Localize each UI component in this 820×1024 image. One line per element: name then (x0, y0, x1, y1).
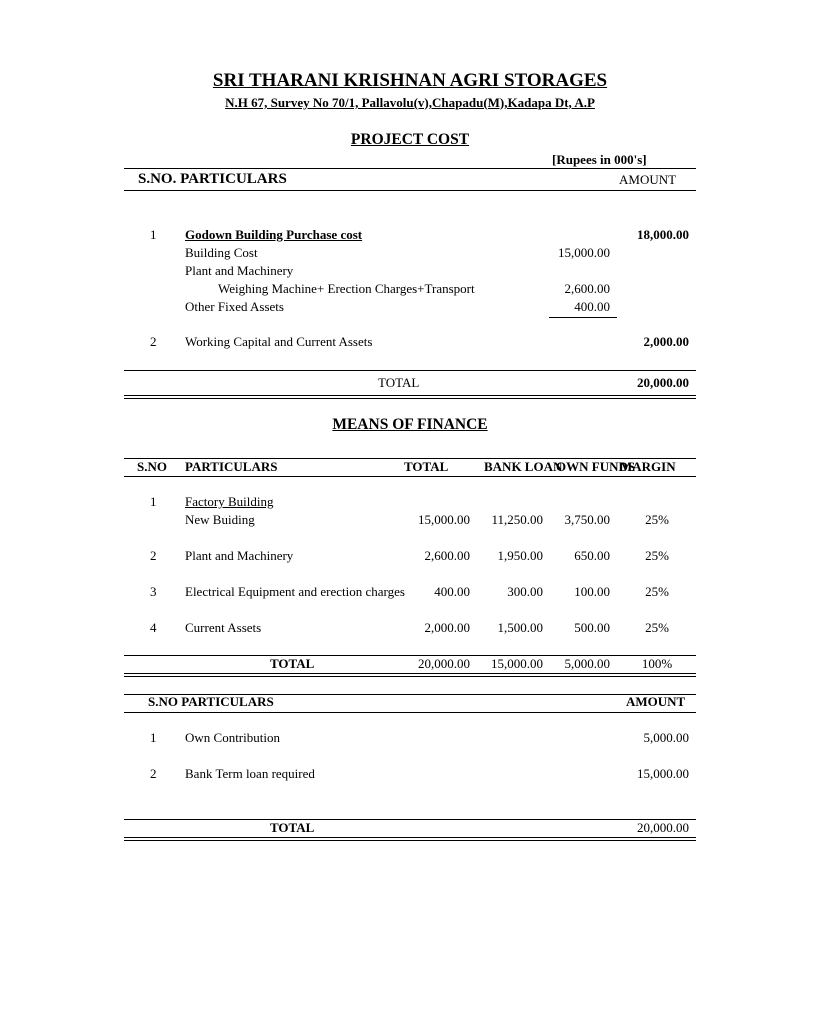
row-margin: 25% (645, 512, 669, 527)
row-sno: 1 (150, 730, 157, 745)
col-header-amount: AMOUNT (619, 172, 677, 187)
row-own-funds: 100.00 (574, 584, 610, 599)
divider (124, 476, 696, 477)
finance-total-total: 20,000.00 (418, 656, 470, 671)
godown-heading: Godown Building Purchase cost (185, 227, 363, 242)
row-sno: 1 (150, 494, 157, 509)
row-own-funds: 500.00 (574, 620, 610, 635)
row-particulars: Plant and Machinery (185, 548, 294, 563)
other-fixed-assets-label: Other Fixed Assets (185, 299, 284, 314)
row-bank-loan: 1,500.00 (497, 620, 543, 635)
row-sno: 3 (150, 584, 157, 599)
row-particulars: Current Assets (185, 620, 262, 635)
own-contribution-label: Own Contribution (185, 730, 280, 745)
row-margin: 25% (645, 584, 669, 599)
subtotal-underline (549, 317, 617, 318)
divider (124, 712, 696, 713)
other-fixed-assets-value: 400.00 (574, 299, 610, 314)
godown-total: 18,000.00 (637, 227, 689, 242)
row-sno: 2 (150, 548, 157, 563)
row-sno: 2 (150, 334, 157, 349)
row-bank-loan: 11,250.00 (491, 512, 543, 527)
divider (124, 370, 696, 371)
row-particulars: Electrical Equipment and erection charges (185, 584, 405, 599)
double-underline (124, 395, 696, 399)
contribution-total-label: TOTAL (270, 820, 315, 835)
row-particulars: Factory Building (185, 494, 274, 509)
building-cost-value: 15,000.00 (558, 245, 610, 260)
col-header-margin: MARGIN (620, 459, 676, 474)
project-total-value: 20,000.00 (637, 375, 689, 390)
working-capital-label: Working Capital and Current Assets (185, 334, 373, 349)
building-cost-label: Building Cost (185, 245, 258, 260)
col-header-own-funds: OWN FUNDS (556, 459, 636, 474)
col-header-sno-particulars: S.NO. PARTICULARS (138, 171, 287, 187)
bank-term-loan-label: Bank Term loan required (185, 766, 315, 781)
bank-term-loan-amount: 15,000.00 (637, 766, 689, 781)
weighing-machine-label: Weighing Machine+ Erection Charges+Transport (218, 281, 475, 296)
plant-machinery-label: Plant and Machinery (185, 263, 294, 278)
project-cost-title: PROJECT COST (350, 131, 470, 148)
own-contribution-amount: 5,000.00 (643, 730, 689, 745)
working-capital-total: 2,000.00 (643, 334, 689, 349)
divider (124, 190, 696, 191)
company-name: SRI THARANI KRISHNAN AGRI STORAGES (212, 70, 608, 91)
project-total-label: TOTAL (378, 375, 420, 390)
divider (124, 168, 696, 169)
company-address: N.H 67, Survey No 70/1, Pallavolu(v),Chapadu(M),Kadapa Dt, A.P (225, 95, 595, 110)
row-margin: 25% (645, 548, 669, 563)
finance-total-bank-loan: 15,000.00 (491, 656, 543, 671)
finance-total-label: TOTAL (270, 656, 315, 671)
row-bank-loan: 300.00 (507, 584, 543, 599)
means-of-finance-title: MEANS OF FINANCE (332, 416, 488, 433)
row-own-funds: 650.00 (574, 548, 610, 563)
col-header-total: TOTAL (404, 459, 449, 474)
col-header-sno: S.NO (137, 459, 167, 474)
double-underline (124, 673, 696, 677)
contribution-total-value: 20,000.00 (637, 820, 689, 835)
row-own-funds: 3,750.00 (564, 512, 610, 527)
col-header-particulars: PARTICULARS (185, 459, 278, 474)
row-total: 2,000.00 (424, 620, 470, 635)
col-header-bank-loan: BANK LOAN (484, 459, 563, 474)
col-header-sno-particulars: S.NO PARTICULARS (148, 694, 274, 709)
row-total: 400.00 (434, 584, 470, 599)
row-sno: 2 (150, 766, 157, 781)
double-underline (124, 837, 696, 841)
col-header-amount: AMOUNT (626, 694, 686, 709)
row-margin: 25% (645, 620, 669, 635)
row-sub-particulars: New Buiding (185, 512, 255, 527)
weighing-machine-value: 2,600.00 (564, 281, 610, 296)
unit-note: [Rupees in 000's] (552, 152, 647, 167)
row-total: 15,000.00 (418, 512, 470, 527)
row-sno: 1 (150, 227, 157, 242)
row-total: 2,600.00 (424, 548, 470, 563)
row-bank-loan: 1,950.00 (497, 548, 543, 563)
row-sno: 4 (150, 620, 157, 635)
finance-total-own-funds: 5,000.00 (564, 656, 610, 671)
finance-total-margin: 100% (641, 656, 673, 671)
